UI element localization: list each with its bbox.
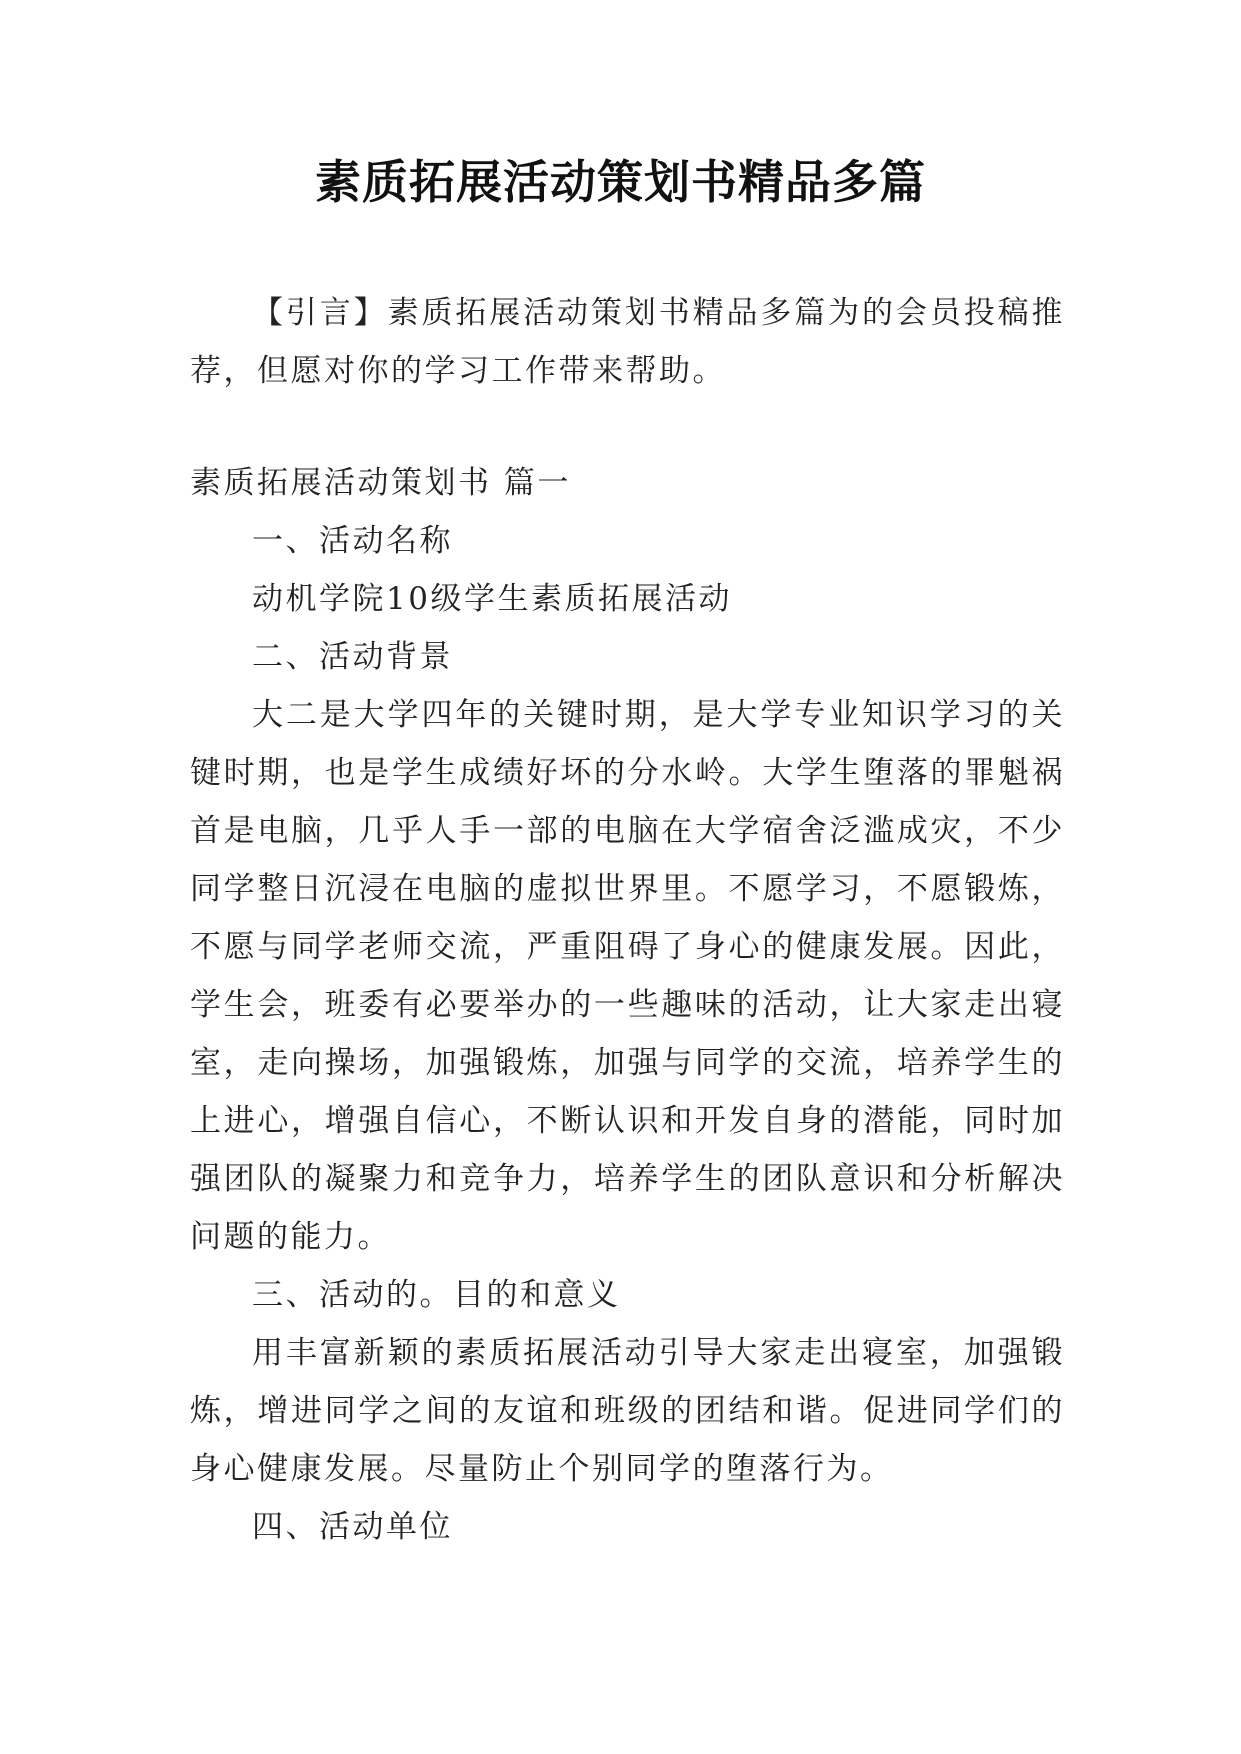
heading-activity-unit: 四、活动单位 [252, 1509, 453, 1545]
activity-purpose-text: 用丰富新颖的素质拓展活动引导大家走出寝室，加强锻炼，增进同学之间的友谊和班级的团结和谐。促进同学们的身心健康发展。尽量防止个别同学的堕落行为。 [190, 1335, 1065, 1487]
heading-activity-background: 二、活动背景 [252, 639, 453, 675]
activity-name-text: 动机学院10级学生素质拓展活动 [252, 581, 732, 617]
heading-activity-name: 一、活动名称 [252, 523, 453, 559]
activity-background-text: 大二是大学四年的关键时期，是大学专业知识学习的关键时期，也是学生成绩好坏的分水岭。大学生堕落的罪魁祸首是电脑，几乎人手一部的电脑在大学宿舍泛滥成灾，不少同学整日沉浸在电脑的虚拟世界里。不愿学习，不愿锻炼，不愿与同学老师交流，严重阻碍了身心的健康发展。因此，学生会，班委有必要举办的一些趣味的活动，让大家走出寝室，走向操场，加强锻炼，加强与同学的交流，培养学生的上进心，增强自信心，不断认识和开发自身的潜能，同时加强团队的凝聚力和竞争力，培养学生的团队意识和分析解决问题的能力。 [190, 697, 1065, 1255]
intro-paragraph: 【引言】素质拓展活动策划书精品多篇为的会员投稿推荐，但愿对你的学习工作带来帮助。 [190, 295, 1065, 389]
document-title: 素质拓展活动策划书精品多篇 [315, 155, 926, 209]
section-title: 素质拓展活动策划书 篇一 [190, 465, 571, 501]
heading-activity-purpose: 三、活动的。目的和意义 [252, 1277, 621, 1313]
document-body [190, 284, 1065, 1556]
paragraph-spacer [190, 400, 1065, 454]
